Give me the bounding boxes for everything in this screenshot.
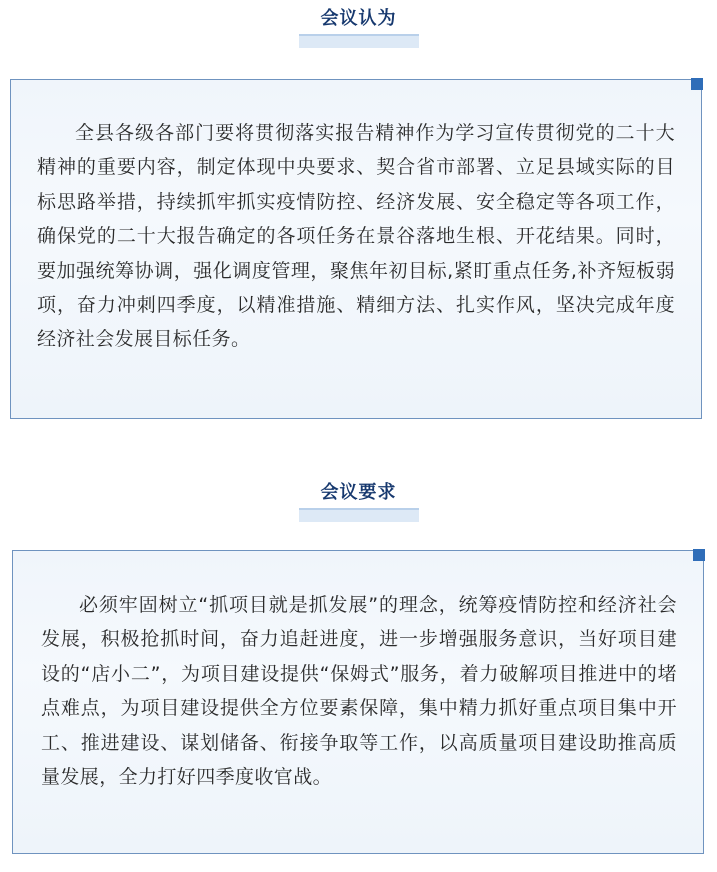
section-title-1: 会议认为	[299, 4, 419, 36]
content-box-2	[12, 550, 704, 854]
section-heading-1	[0, 4, 717, 36]
corner-marker	[693, 549, 705, 561]
section-heading-2	[0, 478, 717, 510]
section-title-2: 会议要求	[299, 478, 419, 510]
content-box-1	[10, 79, 702, 419]
paragraph-2: 必须牢固树立“抓项目就是抓发展”的理念，统筹疫情防控和经济社会发展，积极抢抓时间，奋力追赶进度，进一步增强服务意识，当好项目建设的“店小二”，为项目建设提供“保姆式”服务，着力破解项目推进中的堵点难点，为项目建设提供全方位要素保障，集中精力抓好重点项目集中开工、推进建设、谋划储备、衔接争取等工作，以高质量项目建设助推高质量发展，全力打好四季度收官战。	[41, 594, 677, 789]
paragraph-1: 全县各级各部门要将贯彻落实报告精神作为学习宣传贯彻党的二十大精神的重要内容，制定体现中央要求、契合省市部署、立足县域实际的目标思路举措，持续抓牢抓实疫情防控、经济发展、安全稳定等各项工作，确保党的二十大报告确定的各项任务在景谷落地生根、开花结果。同时，要加强统筹协调，强化调度管理，聚焦年初目标,紧盯重点任务,补齐短板弱项，奋力冲刺四季度，以精准措施、精细方法、扎实作风，坚决完成年度经济社会发展目标任务。	[37, 122, 675, 351]
corner-marker	[691, 78, 703, 90]
